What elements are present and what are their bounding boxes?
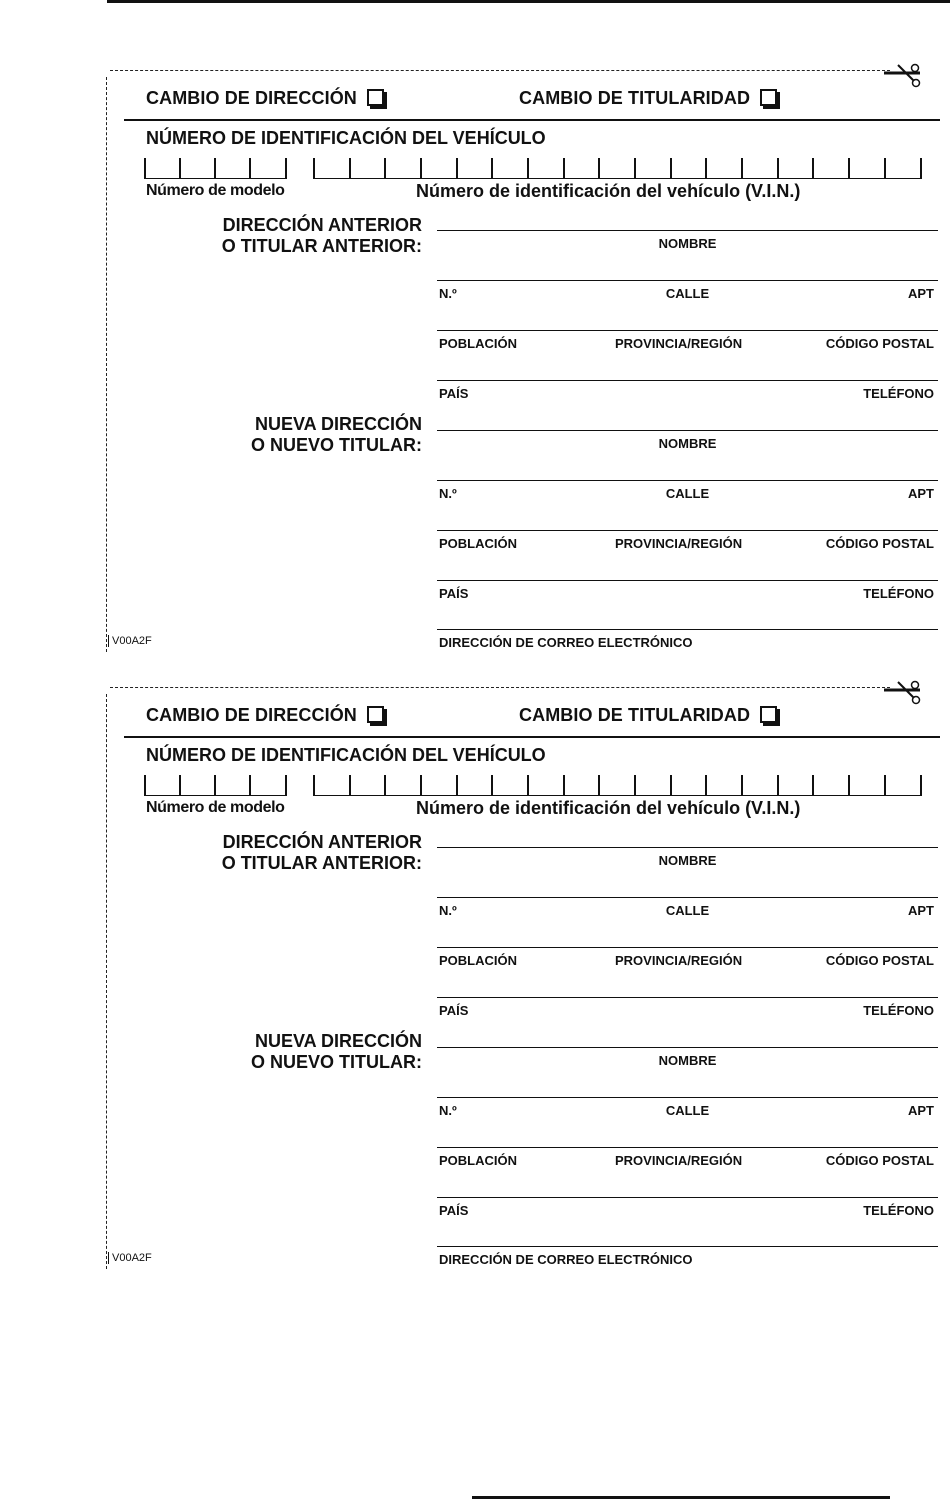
- previous-label-line2: O TITULAR ANTERIOR:: [221, 853, 422, 873]
- apt-label: APT: [908, 1103, 934, 1118]
- divider: [124, 736, 940, 738]
- change-address-checkbox[interactable]: [367, 89, 384, 106]
- new-name-field[interactable]: [437, 1047, 938, 1067]
- email-field[interactable]: [437, 1246, 938, 1266]
- cell-divider: [741, 158, 743, 179]
- email-label: DIRECCIÓN DE CORREO ELECTRÓNICO: [439, 635, 693, 650]
- cell-divider: [285, 158, 287, 179]
- top-rule: [107, 0, 950, 3]
- city-label: POBLACIÓN: [439, 336, 517, 351]
- cell-divider: [884, 775, 886, 796]
- previous-owner-label: [122, 215, 422, 257]
- cell-divider: [777, 158, 779, 179]
- country-label: PAÍS: [439, 1003, 469, 1018]
- previous-country-field[interactable]: [437, 380, 938, 400]
- previous-city-field[interactable]: [437, 947, 938, 967]
- cell-divider: [456, 158, 458, 179]
- cell-divider: [920, 158, 922, 179]
- cell-divider: [313, 775, 315, 796]
- change-form-2: [0, 684, 950, 1274]
- apt-label: APT: [908, 903, 934, 918]
- cell-divider: [214, 158, 216, 179]
- new-label-line2: O NUEVO TITULAR:: [251, 435, 422, 455]
- cell-divider: [349, 158, 351, 179]
- change-address-option[interactable]: [146, 88, 384, 109]
- postal-code-label: CÓDIGO POSTAL: [825, 953, 934, 968]
- number-label: N.º: [439, 903, 457, 918]
- cell-divider: [848, 775, 850, 796]
- cell-divider: [179, 775, 181, 796]
- cell-divider: [741, 775, 743, 796]
- cell-divider: [598, 775, 600, 796]
- new-owner-label: [122, 1031, 422, 1073]
- number-label: N.º: [439, 1103, 457, 1118]
- cut-line-vertical: [106, 77, 107, 652]
- phone-label: TELÉFONO: [863, 586, 934, 601]
- cell-divider: [598, 158, 600, 179]
- cell-divider: [491, 158, 493, 179]
- cell-divider: [249, 158, 251, 179]
- vin-field[interactable]: [313, 158, 921, 179]
- new-country-field[interactable]: [437, 1197, 938, 1217]
- change-owner-option[interactable]: [519, 88, 777, 109]
- name-label: NOMBRE: [658, 436, 717, 451]
- phone-label: TELÉFONO: [863, 386, 934, 401]
- cell-divider: [491, 775, 493, 796]
- previous-street-field[interactable]: [437, 897, 938, 917]
- postal-code-label: CÓDIGO POSTAL: [825, 536, 934, 551]
- country-label: PAÍS: [439, 1203, 469, 1218]
- previous-label-line1: DIRECCIÓN ANTERIOR: [222, 215, 422, 235]
- previous-owner-label: [122, 832, 422, 874]
- previous-city-field[interactable]: [437, 330, 938, 350]
- vin-label: Número de identificación del vehículo (V.I.N.): [416, 798, 801, 818]
- street-label: CALLE: [665, 286, 710, 301]
- change-owner-option[interactable]: [519, 705, 777, 726]
- form-code: V00A2F: [108, 635, 152, 647]
- email-field[interactable]: [437, 629, 938, 649]
- divider: [124, 119, 940, 121]
- cell-divider: [670, 775, 672, 796]
- phone-label: TELÉFONO: [863, 1003, 934, 1018]
- new-street-field[interactable]: [437, 480, 938, 500]
- name-label: NOMBRE: [658, 1053, 717, 1068]
- model-number-field[interactable]: [144, 158, 286, 179]
- country-label: PAÍS: [439, 386, 469, 401]
- change-address-option[interactable]: [146, 705, 384, 726]
- previous-country-field[interactable]: [437, 997, 938, 1017]
- cell-divider: [144, 158, 146, 179]
- cell-divider: [214, 775, 216, 796]
- postal-code-label: CÓDIGO POSTAL: [825, 1153, 934, 1168]
- phone-label: TELÉFONO: [863, 1203, 934, 1218]
- change-form-1: [0, 67, 950, 657]
- cell-divider: [920, 775, 922, 796]
- scissors-icon: [884, 678, 924, 710]
- cell-divider: [884, 158, 886, 179]
- new-label-line1: NUEVA DIRECCIÓN: [254, 1031, 422, 1051]
- new-name-field[interactable]: [437, 430, 938, 450]
- cell-divider: [563, 775, 565, 796]
- bottom-rule: [472, 1496, 890, 1499]
- city-label: POBLACIÓN: [439, 1153, 517, 1168]
- previous-label-line2: O TITULAR ANTERIOR:: [221, 236, 422, 256]
- cut-line-vertical: [106, 694, 107, 1269]
- vin-section-title: NÚMERO DE IDENTIFICACIÓN DEL VEHÍCULO: [146, 128, 546, 148]
- cell-divider: [420, 158, 422, 179]
- city-label: POBLACIÓN: [439, 953, 517, 968]
- cell-divider: [812, 775, 814, 796]
- street-label: CALLE: [665, 486, 710, 501]
- change-address-checkbox[interactable]: [367, 706, 384, 723]
- previous-street-field[interactable]: [437, 280, 938, 300]
- email-label: DIRECCIÓN DE CORREO ELECTRÓNICO: [439, 1252, 693, 1267]
- vin-field[interactable]: [313, 775, 921, 796]
- cell-divider: [179, 158, 181, 179]
- number-label: N.º: [439, 286, 457, 301]
- new-label-line1: NUEVA DIRECCIÓN: [254, 414, 422, 434]
- cell-divider: [527, 158, 529, 179]
- new-city-field[interactable]: [437, 1147, 938, 1167]
- street-label: CALLE: [665, 1103, 710, 1118]
- cell-divider: [705, 158, 707, 179]
- postal-code-label: CÓDIGO POSTAL: [825, 336, 934, 351]
- model-number-label: Número de modelo: [146, 799, 285, 816]
- change-owner-checkbox[interactable]: [760, 706, 777, 723]
- cell-divider: [527, 775, 529, 796]
- change-owner-checkbox[interactable]: [760, 89, 777, 106]
- cell-divider: [705, 775, 707, 796]
- cell-divider: [634, 775, 636, 796]
- cell-divider: [456, 775, 458, 796]
- change-owner-label: CAMBIO DE TITULARIDAD: [519, 88, 751, 108]
- cell-divider: [420, 775, 422, 796]
- cut-line: [110, 687, 890, 688]
- country-label: PAÍS: [439, 586, 469, 601]
- province-label: PROVINCIA/REGIÓN: [615, 336, 743, 351]
- name-label: NOMBRE: [658, 853, 717, 868]
- vin-section-title: NÚMERO DE IDENTIFICACIÓN DEL VEHÍCULO: [146, 745, 546, 765]
- cell-divider: [384, 158, 386, 179]
- change-address-label: CAMBIO DE DIRECCIÓN: [146, 88, 357, 108]
- cell-divider: [670, 158, 672, 179]
- cell-divider: [249, 775, 251, 796]
- cell-divider: [313, 158, 315, 179]
- model-number-label: Número de modelo: [146, 182, 285, 199]
- cut-line: [110, 70, 890, 71]
- cell-divider: [144, 775, 146, 796]
- previous-name-field[interactable]: [437, 847, 938, 867]
- apt-label: APT: [908, 486, 934, 501]
- cell-divider: [384, 775, 386, 796]
- cell-divider: [349, 775, 351, 796]
- new-city-field[interactable]: [437, 530, 938, 550]
- cell-divider: [563, 158, 565, 179]
- vin-label: Número de identificación del vehículo (V.I.N.): [416, 181, 801, 201]
- province-label: PROVINCIA/REGIÓN: [615, 953, 743, 968]
- previous-label-line1: DIRECCIÓN ANTERIOR: [222, 832, 422, 852]
- province-label: PROVINCIA/REGIÓN: [615, 1153, 743, 1168]
- model-number-field[interactable]: [144, 775, 286, 796]
- number-label: N.º: [439, 486, 457, 501]
- previous-name-field[interactable]: [437, 230, 938, 250]
- form-code: V00A2F: [108, 1252, 152, 1264]
- cell-divider: [848, 158, 850, 179]
- new-label-line2: O NUEVO TITULAR:: [251, 1052, 422, 1072]
- change-address-label: CAMBIO DE DIRECCIÓN: [146, 705, 357, 725]
- city-label: POBLACIÓN: [439, 536, 517, 551]
- new-street-field[interactable]: [437, 1097, 938, 1117]
- scissors-icon: [884, 61, 924, 93]
- street-label: CALLE: [665, 903, 710, 918]
- new-owner-label: [122, 414, 422, 456]
- cell-divider: [812, 158, 814, 179]
- cell-divider: [285, 775, 287, 796]
- new-country-field[interactable]: [437, 580, 938, 600]
- cell-divider: [777, 775, 779, 796]
- province-label: PROVINCIA/REGIÓN: [615, 536, 743, 551]
- cell-divider: [634, 158, 636, 179]
- change-owner-label: CAMBIO DE TITULARIDAD: [519, 705, 751, 725]
- name-label: NOMBRE: [658, 236, 717, 251]
- apt-label: APT: [908, 286, 934, 301]
